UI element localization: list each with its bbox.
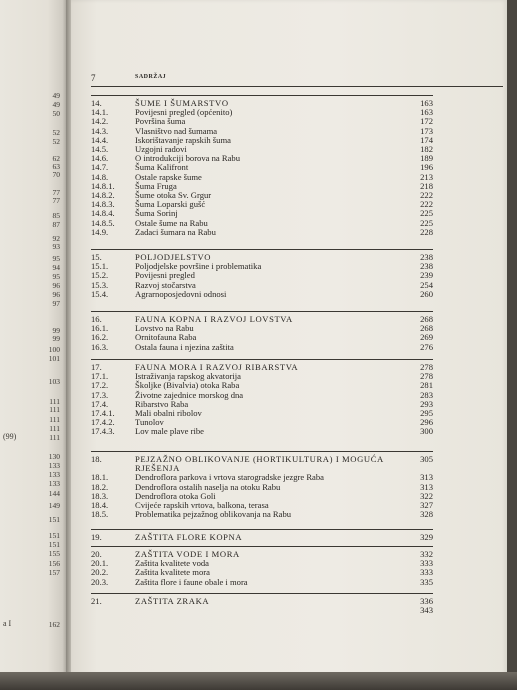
left-page-number: 92 — [52, 234, 60, 243]
toc-entry-number: 17.1. — [91, 371, 109, 382]
toc-entry-page: 328 — [420, 509, 433, 520]
toc-entry-number: 18.1. — [91, 472, 109, 483]
toc-entry-title: Problematika pejzažnog oblikovanja na Rabu — [135, 509, 292, 520]
toc-entry-page: 239 — [420, 270, 433, 281]
left-page-number: 96 — [52, 281, 60, 290]
left-page-number: 130 — [48, 452, 60, 461]
toc-entry-title: Šuma Sorinj — [135, 208, 178, 219]
left-page-number: 62 — [52, 154, 60, 163]
section-divider — [91, 311, 433, 312]
toc-entry-page: 281 — [420, 380, 433, 391]
toc-entry-number: 20. — [91, 549, 102, 559]
left-page-number: 70 — [52, 170, 60, 179]
page-bottom-edge — [0, 672, 517, 690]
toc-entry-number: 14.9. — [91, 226, 109, 237]
left-page-number: 52 — [52, 128, 60, 137]
left-page-number: 111 — [49, 397, 60, 406]
toc-entry-number: 18.3. — [91, 490, 109, 501]
left-page-edge-text: (99) — [3, 432, 17, 441]
toc-entry-number: 14.8.3. — [91, 199, 115, 210]
left-page-number: 156 — [48, 559, 60, 568]
toc-entry-row — [91, 509, 433, 519]
toc-entry-number: 18. — [91, 454, 102, 464]
right-page — [71, 0, 507, 690]
toc-entry-row — [91, 289, 433, 299]
left-page-number: 100 — [48, 345, 60, 354]
toc-entry-page: 343 — [420, 605, 433, 616]
toc-entry-number: 14.1. — [91, 107, 109, 118]
toc-entry-number: 17.4. — [91, 398, 109, 409]
toc-entry-title: ZAŠTITA ZRAKA — [135, 596, 210, 606]
left-page-number: 151 — [48, 540, 60, 549]
toc-entry-page: 333 — [420, 558, 433, 569]
section-divider — [91, 529, 433, 530]
left-page-number: 103 — [48, 377, 60, 386]
toc-entry-page: 222 — [420, 190, 433, 200]
toc-entry-page: 336 — [420, 596, 433, 606]
toc-entry-page: 225 — [420, 208, 433, 219]
toc-entry-page: 213 — [420, 171, 433, 182]
left-page-edge-text: a I — [3, 619, 12, 628]
toc-entry-page: 296 — [420, 417, 433, 428]
toc-entry-number: 17.4.3. — [91, 426, 115, 437]
toc-entry-title: Zadaci šumara na Rabu — [135, 226, 216, 237]
toc-entry-title: Lov male plave ribe — [135, 426, 204, 437]
toc-entry-title: Ornitofauna Raba — [135, 332, 197, 343]
toc-entry-title: Uzgojni radovi — [135, 144, 187, 154]
toc-entry-title: POLJODJELSTVO — [135, 252, 212, 262]
toc-entry-row — [91, 605, 433, 615]
toc-entry-title: Poljodjelske površine i problematika — [135, 261, 262, 272]
toc-entry-title: Tunolov — [135, 417, 164, 428]
toc-entry-page: 268 — [420, 314, 433, 324]
toc-entry-number: 17.4.1. — [91, 408, 115, 418]
toc-entry-page: 174 — [420, 134, 433, 145]
toc-entry-page: 228 — [420, 226, 433, 237]
toc-chapter-row — [91, 532, 433, 542]
left-page-number: 87 — [52, 220, 60, 229]
toc-entry-number: 20.1. — [91, 558, 109, 569]
toc-entry-page: 300 — [420, 426, 433, 437]
left-page-number: 77 — [52, 188, 60, 197]
toc-entry-title: Agrarnoposjedovni odnosi — [135, 288, 227, 299]
toc-entry-page: 278 — [420, 362, 433, 372]
left-page-number: 94 — [52, 263, 60, 272]
left-page-number: 77 — [52, 196, 60, 205]
toc-entry-page: 218 — [420, 180, 433, 191]
toc-entry-title: Ostale rapske šume — [135, 171, 202, 182]
section-divider — [91, 546, 433, 547]
left-page-number: 157 — [48, 568, 60, 577]
toc-entry-title: ŠUME I ŠUMARSTVO — [135, 98, 229, 108]
toc-entry-page: 333 — [420, 567, 433, 578]
toc-entry-title: Povijesni pregled (općenito) — [135, 107, 233, 118]
toc-entry-row — [91, 227, 433, 237]
toc-entry-number: 14.7. — [91, 162, 109, 173]
toc-entry-title: ZAŠTITA VODE I MORA — [135, 549, 240, 559]
toc-entry-number: 17.3. — [91, 389, 109, 400]
left-page-number: 133 — [48, 470, 60, 479]
toc-entry-page: 189 — [420, 153, 433, 164]
toc-entry-number: 18.2. — [91, 481, 109, 492]
toc-entry-page: 332 — [420, 549, 433, 559]
toc-entry-number: 14.4. — [91, 134, 109, 145]
left-page-number: 162 — [48, 620, 60, 629]
toc-entry-number: 17. — [91, 362, 102, 372]
toc-entry-title: Životne zajednice morskog dna — [135, 389, 244, 400]
left-page-number: 95 — [52, 254, 60, 263]
left-page-number: 111 — [49, 424, 60, 433]
toc-entry-title: RJEŠENJA — [135, 463, 180, 474]
toc-entry-page: 163 — [420, 98, 433, 108]
left-page-number: 133 — [48, 461, 60, 470]
section-divider — [91, 593, 433, 594]
left-page-number: 95 — [52, 272, 60, 281]
toc-entry-number: 20.3. — [91, 576, 109, 587]
left-page-number: 63 — [52, 162, 60, 171]
running-title: SADRŽAJ — [135, 74, 167, 80]
toc-entry-page: 196 — [420, 162, 433, 173]
toc-entry-number: 18.4. — [91, 500, 109, 510]
toc-entry-title: Razvoj stočarstva — [135, 279, 196, 290]
toc-entry-number: 17.2. — [91, 380, 109, 391]
toc-entry-page: 222 — [420, 199, 433, 210]
toc-entry-title: Šuma Loparski gušć — [135, 199, 206, 210]
toc-entry-number: 15.1. — [91, 261, 109, 272]
toc-entry-title: Šume otoka Sv. Grgur — [135, 190, 212, 200]
toc-entry-page: 173 — [420, 125, 433, 136]
toc-entry-page: 278 — [420, 371, 433, 382]
left-page-number: 50 — [52, 109, 60, 118]
toc-entry-number: 14.3. — [91, 125, 109, 136]
toc-entry-number: 15.3. — [91, 279, 109, 290]
toc-entry-page: 293 — [420, 398, 433, 409]
toc-entry-number: 16.1. — [91, 323, 109, 334]
toc-entry-number: 15.4. — [91, 288, 109, 299]
left-page-number: 149 — [48, 501, 60, 510]
toc-entry-page: 238 — [420, 261, 433, 272]
left-page-number: 144 — [48, 489, 60, 498]
toc-entry-number: 19. — [91, 532, 102, 542]
toc-entry-row — [91, 577, 433, 587]
left-page-number: 99 — [52, 334, 60, 343]
left-page-number: 52 — [52, 137, 60, 146]
left-page-number: 93 — [52, 242, 60, 251]
toc-entry-title: Iskorištavanje rapskih šuma — [135, 134, 231, 145]
toc-entry-page: 322 — [420, 490, 433, 501]
toc-entry-number: 20.2. — [91, 567, 109, 578]
section-divider — [91, 249, 433, 250]
toc-entry-number: 14. — [91, 98, 102, 108]
left-page-number: 101 — [48, 354, 60, 363]
toc-entry-title: Školjke (Bivalvia) otoka Raba — [135, 380, 240, 391]
toc-entry-page: 276 — [420, 341, 433, 352]
section-divider — [91, 95, 433, 96]
toc-entry-title: Lovstvo na Rabu — [135, 323, 194, 334]
toc-entry-page: 283 — [420, 389, 433, 400]
toc-entry-number: 15.2. — [91, 270, 109, 281]
toc-entry-title: Zaštita flore i faune obale i mora — [135, 576, 248, 587]
toc-entry-number: 14.8.4. — [91, 208, 115, 219]
toc-entry-title: Povijesni pregled — [135, 270, 195, 281]
left-page-number: 49 — [52, 100, 60, 109]
toc-entry-number: 14.8. — [91, 171, 109, 182]
toc-entry-title: Zaštita kvalitete voda — [135, 558, 209, 569]
toc-entry-number: 14.6. — [91, 153, 109, 164]
toc-entry-title: Ostala fauna i njezina zaštita — [135, 341, 234, 352]
toc-entry-title: Cvijeće rapskih vrtova, balkona, terasa — [135, 500, 269, 510]
toc-entry-number: 18.5. — [91, 509, 109, 520]
toc-entry-title: Šuma Fruga — [135, 180, 177, 191]
toc-entry-title: Šuma Kalifront — [135, 162, 189, 173]
toc-entry-number: 16.2. — [91, 332, 109, 343]
toc-entry-title: FAUNA KOPNA I RAZVOJ LOVSTVA — [135, 314, 293, 324]
toc-entry-number: 16.3. — [91, 341, 109, 352]
toc-entry-title: O introdukciji borova na Rabu — [135, 153, 241, 164]
left-page-number: 111 — [49, 405, 60, 414]
page-number: 7 — [91, 73, 96, 83]
toc-entry-title: Mali obalni ribolov — [135, 408, 202, 418]
left-page-number: 96 — [52, 290, 60, 299]
toc-entry-page: 163 — [420, 107, 433, 118]
toc-entry-title: Dendroflora otoka Goli — [135, 490, 216, 501]
toc-entry-page: 260 — [420, 288, 433, 299]
toc-entry-title: Površina šuma — [135, 116, 186, 127]
left-page-number: 99 — [52, 326, 60, 335]
left-page-number: 151 — [48, 531, 60, 540]
left-page-number: 133 — [48, 479, 60, 488]
toc-entry-number: 17.4.2. — [91, 417, 115, 428]
toc-entry-page: 295 — [420, 408, 433, 418]
toc-entry-number: 14.2. — [91, 116, 109, 127]
toc-entry-title: ZAŠTITA FLORE KOPNA — [135, 532, 243, 542]
toc-entry-number: 16. — [91, 314, 102, 324]
section-divider — [91, 359, 433, 360]
toc-entry-page: 335 — [420, 576, 433, 587]
toc-entry-title: Istraživanja rapskog akvatorija — [135, 371, 241, 382]
toc-entry-title: Zaštita kvalitete mora — [135, 567, 210, 578]
toc-entry-page: 327 — [420, 500, 433, 510]
toc-entry-title: Dendroflora parkova i vrtova starogradske jezgre Raba — [135, 472, 324, 483]
toc-entry-page: 238 — [420, 252, 433, 262]
left-page-number: 49 — [52, 91, 60, 100]
left-page-number: 85 — [52, 211, 60, 220]
toc-entry-title: Vlasništvo nad šumama — [135, 125, 218, 136]
toc-entry-page: 305 — [420, 454, 433, 464]
toc-entry-title: FAUNA MORA I RAZVOJ RIBARSTVA — [135, 362, 299, 372]
left-page-number: 151 — [48, 515, 60, 524]
toc-entry-number: 14.8.5. — [91, 217, 115, 228]
toc-entry-row — [91, 342, 433, 352]
toc-entry-title: Ostale šume na Rabu — [135, 217, 208, 228]
toc-entry-page: 225 — [420, 217, 433, 228]
toc-entry-number: 14.8.2. — [91, 190, 115, 200]
toc-entry-title: Dendroflora ostalih naselja na otoku Rabu — [135, 481, 281, 492]
toc-entry-page: 313 — [420, 481, 433, 492]
page-header — [91, 72, 503, 87]
toc-entry-title: PEJZAŽNO OBLIKOVANJE (HORTIKULTURA) I MOGUĆA — [135, 454, 384, 464]
toc-entry-row — [91, 426, 433, 436]
toc-entry-page: 329 — [420, 532, 433, 542]
toc-entry-page: 268 — [420, 323, 433, 334]
toc-entry-number: 14.8.1. — [91, 180, 115, 191]
toc-entry-page: 254 — [420, 279, 433, 290]
toc-entry-number: 14.5. — [91, 144, 109, 154]
toc-entry-page: 313 — [420, 472, 433, 483]
left-page-number: 111 — [49, 415, 60, 424]
left-page-number: 97 — [52, 299, 60, 308]
left-page — [0, 0, 68, 690]
section-divider — [91, 451, 433, 452]
toc-entry-number: 15. — [91, 252, 102, 262]
toc-entry-number: 21. — [91, 596, 102, 606]
toc-entry-title: Ribarstvo Raba — [135, 398, 189, 409]
left-page-number: 155 — [48, 549, 60, 558]
left-page-number: 111 — [49, 433, 60, 442]
toc-entry-page: 172 — [420, 116, 433, 127]
toc-entry-page: 269 — [420, 332, 433, 343]
toc-entry-page: 182 — [420, 144, 433, 154]
